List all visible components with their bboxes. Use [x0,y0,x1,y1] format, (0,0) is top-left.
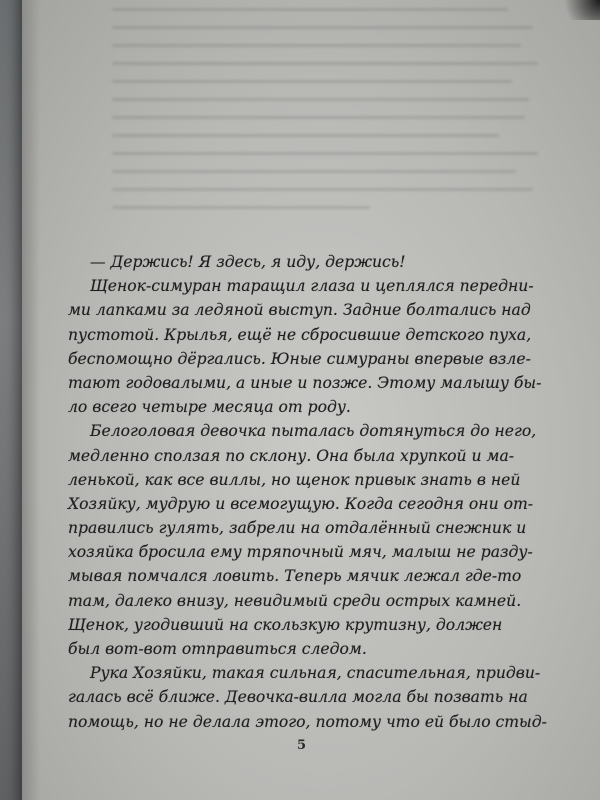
page-body-text [68,250,547,734]
text-line: правились гулять, забрели на отдалённый снежник и [68,519,527,538]
text-line: Щенок-симуран таращил глаза и цеплялся передни- [90,277,534,296]
photo-corner-shadow [560,0,600,20]
text-line: был вот-вот отправиться следом. [68,640,367,658]
text-line: Белоголовая девочка пыталась дотянуться до него, [90,422,537,441]
text-line: Хозяйку, мудрую и всемогущую. Когда сегодня они от- [68,494,534,513]
text-line: пустотой. Крылья, ещё не сбросившие детского пуха, [68,325,532,344]
text-line: хозяйка бросила ему тряпочный мяч, малыш не разду- [68,543,533,562]
text-line: помощь, но не делала этого, потому что ей было стыд- [68,712,547,731]
text-line: ми лапками за ледяной выступ. Задние болтались над [68,301,531,320]
text-line: ло всего четыре месяца от роду. [68,398,351,417]
page-number: 5 [297,738,307,753]
text-line: Щенок, угодивший на скользкую крутизну, должен [68,615,503,634]
text-line: — Держись! Я здесь, я иду, держись! [90,253,406,271]
page-edge-shadow [22,0,40,800]
text-line: Рука Хозяйки, такая сильная, спасительная, придви- [90,664,541,683]
text-line: тают годовалыми, а иные и позже. Этому малышу бы- [68,373,542,392]
text-line: беспомощно дёргались. Юные симураны впервые взле- [68,349,531,368]
text-line: медленно сползая по склону. Она была хрупкой и ма- [68,446,515,465]
text-line: там, далеко внизу, невидимый среди острых камней. [68,591,522,610]
text-line: галась всё ближе. Девочка-вилла могла бы позвать на [68,688,528,707]
text-line: ленькой, как все виллы, но щенок привык знать в ней [68,470,521,489]
text-line: мывая помчался ловить. Теперь мячик лежал где-то [68,567,522,586]
bleed-through-text [112,8,542,228]
